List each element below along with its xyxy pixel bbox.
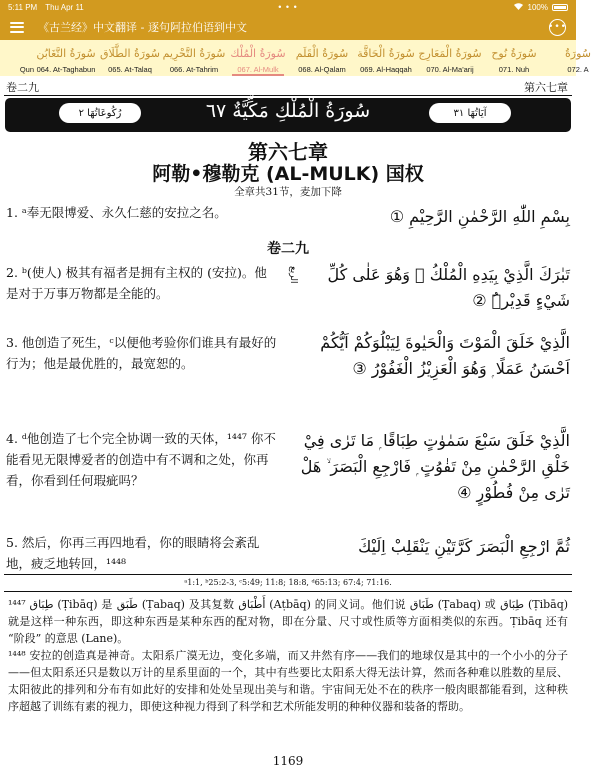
verse-4-arabic: الَّذِيْ خَلَقَ سَبْعَ سَمٰوٰتٍ طِبَاقًا ۭ مَا تَرٰى فِيْ خَلْقِ الرَّحْمٰنِ مِنْ تَفٰوُتٍ ۭ فَارْجِعِ الْبَصَرَ ۙ هَلْ تَرٰى مِنْ فُطُوْرٍ ④ [300, 431, 570, 502]
footnote-divider [4, 574, 572, 575]
status-date: Thu Apr 11 [45, 2, 84, 12]
tab-surah-066[interactable]: سُورَةُ التَّحْرِيم 066. At-Tahrim [162, 47, 226, 74]
more-options-icon[interactable] [549, 19, 566, 36]
verse-3-arabic: الَّذِيْ خَلَقَ الْمَوْتَ وَالْحَيٰوةَ لِيَبْلُوَكُمْ اَيُّكُمْ اَحْسَنُ عَمَلًا ۭ وَهُوَ الْعَزِيْزُ الْغَفُوْرُ ③ [320, 333, 570, 378]
verse-4-translation: 4. ᵈ他创造了七个完全协调一致的天体，¹⁴⁴⁷ 你不能看见无限博爱者的创造中有不调和之处，你再看，你看到任何瑕疵吗？ [6, 431, 276, 488]
chapter-name: 阿勒•穆勒克 (AL-MULK) 国权 [152, 163, 424, 185]
tab-surah-068[interactable]: سُورَةُ الْقَلَم 068. Al-Qalam [295, 47, 349, 74]
more-label: ••• [548, 21, 567, 32]
note-1448: ¹⁴⁴⁸ 安拉的创造真是神奇。太阳系广漠无边，变化多端，而又井然有序——我们的地球仅是其中的一个小小的分子——但太阳系还只是数以万计的星系里面的一个，其中有些要比太阳系大得无法计算，然而各种难以胜数的星辰、太阳彼此的排列和分布有如此好的安排和处处呈现出美与和谐。宇宙间无处不在的秩序一般肉眼都能看到，这种秩序超越了训练有素的视力，即使这种视力得到了科学和艺术所能发明的种种仪器和装备的帮助。 [8, 649, 568, 713]
status-time: 5:11 PM [8, 2, 38, 12]
header-divider [4, 95, 572, 96]
status-bar [0, 0, 576, 14]
verse-5-arabic: ثُمَّ ارْجِعِ الْبَصَرَ كَرَّتَيْنِ يَنْقَلِبْ اِلَيْكَ [358, 537, 570, 556]
tab-surah-069[interactable]: سُورَةُ الْحَاقَّة 069. Al-Haqqah [357, 47, 415, 74]
verse-1-arabic: بِسْمِ اللّٰهِ الرَّحْمٰنِ الرَّحِيْمِ ① [389, 207, 570, 226]
page-header-juz: 卷二九 [6, 81, 39, 94]
surah-tab-strip[interactable] [0, 40, 591, 76]
wifi-icon [513, 2, 524, 12]
tab-surah-071[interactable]: سُورَةُ نُوح 071. Nuh [491, 47, 537, 74]
verse-3-translation: 3. 他创造了死生，ᶜ以便他考验你们谁具有最好的行为；他是最优胜的，最宽恕的。 [6, 335, 277, 371]
verse-2-translation: 2. ᵇ(使人) 极其有福者是拥有主权的 (安拉)。他是对于万事万物都是全能的。 [6, 265, 267, 301]
hamburger-menu-icon[interactable] [10, 22, 24, 33]
status-dots: • • • [278, 2, 298, 12]
tab-surah-prev[interactable]: Qun [19, 65, 34, 74]
ruku-count-badge: رُكُوعَاتُهَا ٢ [59, 103, 141, 123]
verse-5-translation: 5. 然后，你再三再四地看，你的眼睛将会紊乱地，疲乏地转回，¹⁴⁴⁸ [6, 535, 260, 571]
tab-surah-067-active[interactable]: سُورَةُ الْمُلْك 067. Al-Mulk [226, 40, 290, 76]
tab-surah-065[interactable]: سُورَةُ الطَّلَاق 065. At-Talaq [99, 47, 160, 74]
page-header-chapter: 第六七章 [524, 81, 568, 94]
page-number: 1169 [272, 754, 304, 768]
battery-percent: 100% [527, 2, 548, 12]
ayah-count-badge: آيَاتُهَا ٣١ [429, 103, 511, 123]
chapter-verses-info: 全章共31节，麦加下降 [234, 186, 342, 198]
note-1447: ¹⁴⁴⁷ طِبَاق (Ṭibāq) 是 طَبَق (Ṭabaq) 及其复数 أَطْبَاق (Aṭbāq) 的同义词。他们说 طَبَاق (Ṭabaq) 或 طِبَاق (Ṭibāq) 就是这样一种东西，即这种东西是某种东西的配对物，即在分量、尺寸或性质等方面相类似的东西。Ṭibāq 还有 “阶段” 的意思 (Lane)。 [8, 598, 569, 645]
quran-page[interactable] [0, 76, 576, 768]
notes-divider [4, 591, 572, 592]
surah-banner-title: سُورَةُ الْمُلْكِ مَكِّيَّةٌ ٦٧ [205, 100, 371, 122]
tab-surah-072[interactable]: سُورَةُ 072. A [565, 47, 591, 74]
tab-surah-070[interactable]: سُورَةُ الْمَعَارِج 070. Al-Ma'arij [418, 47, 482, 74]
footnote-references: ᵃ1:1, ᵇ25:2-3, ᶜ5:49; 11:8; 18:8, ᵈ65:13; 67:4; 71:16. [184, 578, 392, 587]
juz-marker: 卷二九 [267, 241, 309, 257]
rub-marker: الربع [288, 266, 298, 284]
app-title-bar [0, 14, 576, 40]
verse-1-translation: 1. ᵃ奉无限博爱、永久仁慈的安拉之名。 [6, 205, 227, 220]
battery-icon [552, 4, 568, 11]
verse-2-arabic: تَبٰرَكَ الَّذِيْ بِيَدِهِ الْمُلْكُ ۫ وَهُوَ عَلٰى كُلِّ شَيْءٍ قَدِيْرُۨ ② [327, 265, 570, 310]
tab-surah-064[interactable]: سُورَةُ التَّغَابُن 064. At-Taghabun [36, 47, 96, 74]
chapter-number: 第六七章 [248, 140, 328, 164]
surah-banner [5, 98, 571, 132]
app-title: 《古兰经》中文翻译 - 逐句阿拉伯语到中文 [38, 21, 247, 34]
